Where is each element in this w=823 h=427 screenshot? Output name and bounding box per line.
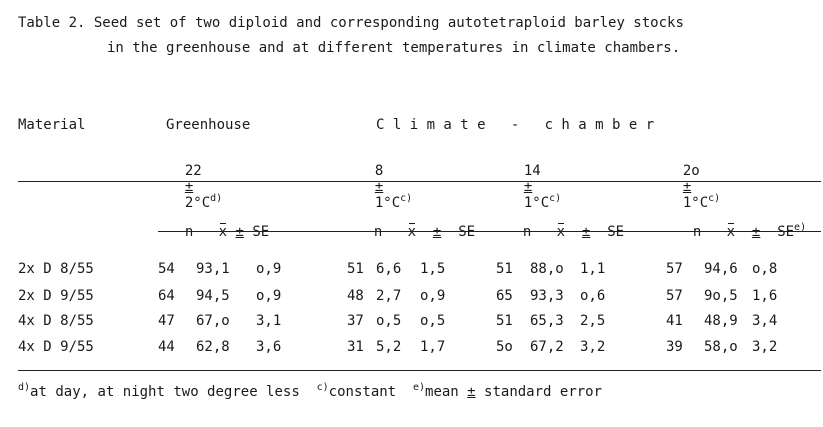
header-greenhouse: Greenhouse [166,117,251,133]
subheader-se: SE [607,224,625,240]
subheader-greenhouse [168,208,269,240]
plus-minus: ± [235,224,244,240]
footnote-mark-d: d) [18,382,31,393]
footnote-mark: e) [794,222,807,233]
cell-n: 51 [496,261,513,277]
condition-chamber-14 [507,147,561,211]
cell-se: o,6 [580,288,606,304]
condition-delta: 1 [374,195,384,211]
subheader-se: SE [252,224,270,240]
plus-minus: ± [581,224,591,240]
plus-minus: ± [432,224,442,240]
cell-mean: 5,2 [376,339,402,355]
condition-chamber-8 [358,147,412,211]
cell-se: 1,7 [420,339,446,355]
cell-n: 57 [666,288,683,304]
cell-n: 44 [158,339,175,355]
subheader-mean: x [556,224,566,240]
cell-mean: 93,3 [530,288,564,304]
cell-n: 48 [347,288,364,304]
subheader-chamber-8 [357,208,475,240]
cell-n: 64 [158,288,175,304]
condition-chamber-20 [666,147,720,211]
cell-se: 3,6 [256,339,282,355]
subheader-n: n [373,224,383,240]
row-material: 4x D 9/55 [18,339,94,355]
table-bottom-rule [18,370,821,371]
condition-greenhouse [168,147,222,211]
cell-se: o,9 [420,288,446,304]
cell-n: 51 [347,261,364,277]
subheader-n: n [692,224,702,240]
subheader-rule [158,231,821,232]
cell-mean: 67,2 [530,339,564,355]
subheader-mean: x [726,224,736,240]
cell-se: o,8 [752,261,778,277]
subheader-n: n [184,224,194,240]
row-material: 4x D 8/55 [18,313,94,329]
condition-unit: °C [383,195,401,211]
plus-minus: ± [682,179,692,195]
row-material: 2x D 9/55 [18,288,94,304]
cell-se: o,9 [256,288,282,304]
cell-mean: 6,6 [376,261,402,277]
cell-n: 5o [496,339,513,355]
cell-se: o,5 [420,313,446,329]
footnote-e-text-pre: mean [425,384,468,400]
subheader-se: SE [458,224,476,240]
cell-se: 3,2 [580,339,606,355]
cell-mean: 62,8 [196,339,230,355]
cell-se: 1,5 [420,261,446,277]
cell-n: 39 [666,339,683,355]
footnote-mark: c) [400,193,413,204]
plus-minus: ± [374,179,384,195]
footnote-mark: d) [210,193,223,204]
cell-n: 57 [666,261,683,277]
table-caption-line-2: in the greenhouse and at different temperatures in climate chambers. [107,40,681,56]
cell-se: 1,6 [752,288,778,304]
condition-delta: 1 [682,195,692,211]
cell-mean: 67,o [196,313,230,329]
subheader-mean: x [407,224,417,240]
cell-se: 3,2 [752,339,778,355]
cell-n: 41 [666,313,683,329]
footnote-c-text: constant [328,384,397,400]
condition-value: 14 [523,163,541,179]
cell-mean: 48,9 [704,313,738,329]
header-material: Material [18,117,86,133]
condition-unit: °C [532,195,550,211]
footnote-mark-e: e) [412,382,426,393]
footnotes [18,384,602,400]
cell-n: 47 [158,313,175,329]
footnote-e-text-post: standard error [475,384,603,400]
condition-unit: °C [193,195,211,211]
table-caption-line-1: Table 2. Seed set of two diploid and corresponding autotetraploid barley stocks [18,15,684,31]
condition-value: 8 [374,163,384,179]
cell-mean: 58,o [704,339,738,355]
cell-n: 31 [347,339,364,355]
footnote-mark-c: c) [316,382,329,393]
cell-mean: 94,5 [196,288,230,304]
cell-mean: 94,6 [704,261,738,277]
plus-minus: ± [751,224,761,240]
condition-unit: °C [691,195,709,211]
plus-minus: ± [467,384,476,400]
cell-n: 37 [347,313,364,329]
subheader-chamber-20 [676,208,806,240]
cell-se: 1,1 [580,261,606,277]
header-top-rule [18,181,821,182]
header-climate-chamber: C l i m a t e - c h a m b e r [376,117,655,133]
cell-se: 2,5 [580,313,606,329]
cell-mean: 93,1 [196,261,230,277]
condition-delta: 2 [184,195,194,211]
footnote-mark: c) [549,193,562,204]
row-material: 2x D 8/55 [18,261,94,277]
cell-se: 3,4 [752,313,778,329]
cell-se: 3,1 [256,313,282,329]
cell-se: o,9 [256,261,282,277]
condition-delta: 1 [523,195,533,211]
subheader-n: n [522,224,532,240]
cell-n: 51 [496,313,513,329]
subheader-chamber-14 [506,208,624,240]
cell-n: 54 [158,261,175,277]
footnote-mark: c) [708,193,721,204]
footnote-d-text: at day, at night two degree less [30,384,300,400]
plus-minus: ± [523,179,533,195]
condition-value: 2o [682,163,700,179]
cell-mean: o,5 [376,313,402,329]
plus-minus: ± [184,179,194,195]
cell-mean: 9o,5 [704,288,738,304]
cell-n: 65 [496,288,513,304]
cell-mean: 65,3 [530,313,564,329]
subheader-mean: x [218,224,228,240]
condition-value: 22 [184,163,202,179]
cell-mean: 88,o [530,261,564,277]
cell-mean: 2,7 [376,288,402,304]
subheader-se: SE [777,224,795,240]
